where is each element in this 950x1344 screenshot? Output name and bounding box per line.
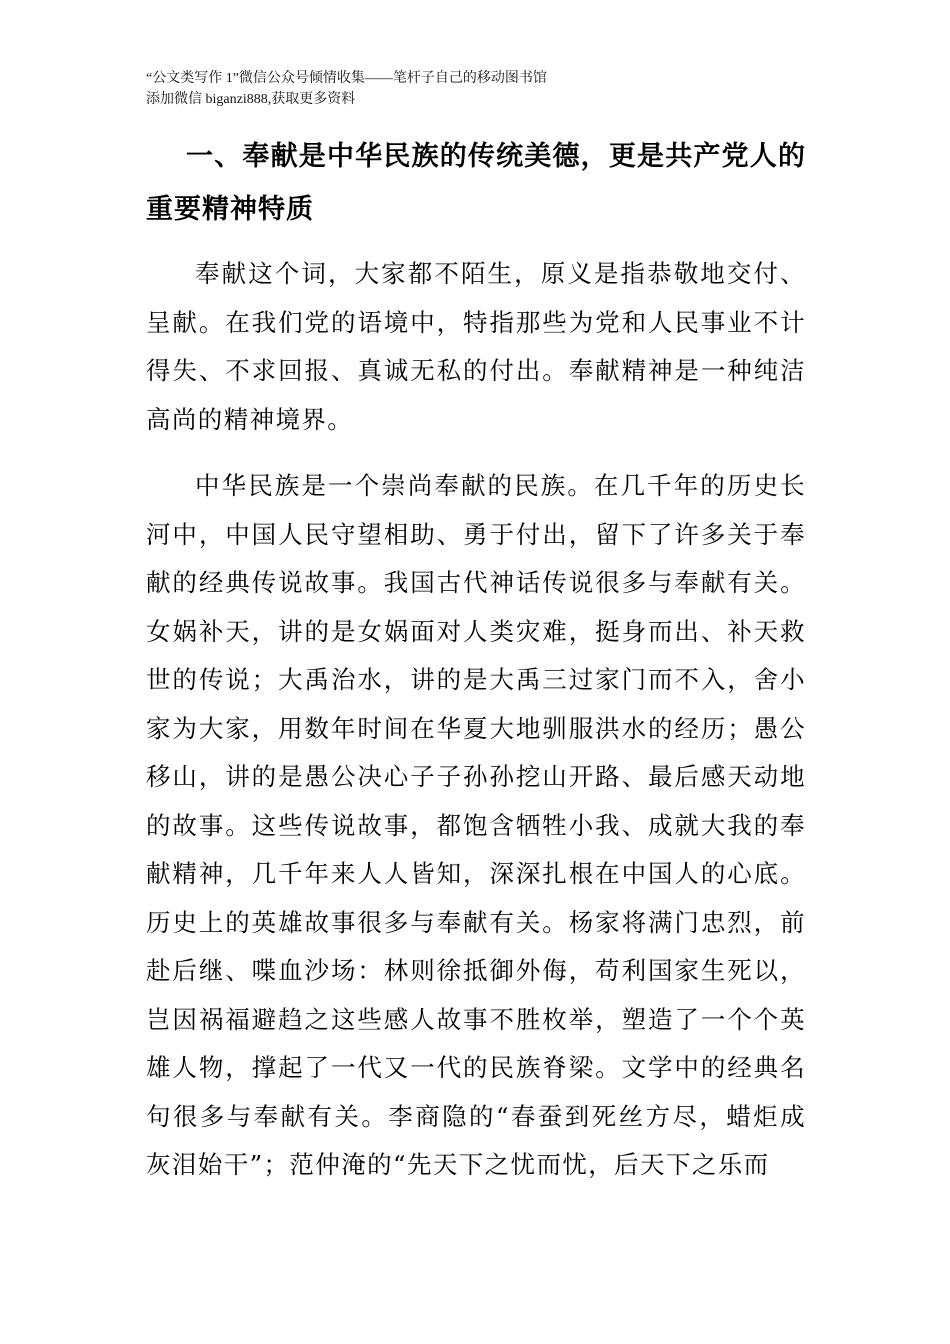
header-note-line-2: 添加微信 biganzi888,获取更多资料 xyxy=(146,92,356,107)
paragraph-1: 奉献这个词，大家都不陌生，原义是指恭敬地交付、呈献。在我们党的语境中，特指那些为党和人民事业不计得失、不求回报、真诚无私的付出。奉献精神是一种纯洁高尚的精神境界。 xyxy=(146,259,806,434)
header-note-line-1: “公文类写作 1”微信公众号倾情收集——笔杆子自己的移动图书馆 xyxy=(146,71,547,86)
paragraph-2: 中华民族是一个崇尚奉献的民族。在几千年的历史长河中，中国人民守望相助、勇于付出，留下了许多关于奉献的经典传说故事。我国古代神话传说很多与奉献有关。女娲补天，讲的是女娲面对人类灾难，挺身而出、补天救世的传说；大禹治水，讲的是大禹三过家门而不入，舍小家为大家，用数年时间在华夏大地驯服洪水的经历；愚公移山，讲的是愚公决心子子孙孙挖山开路、最后感天动地的故事。这些传说故事，都饱含牺牲小我、成就大我的奉献精神，几千年来人人皆知，深深扎根在中国人的心底。历史上的英雄故事很多与奉献有关。杨家将满门忠烈，前赴后继、喋血沙场：林则徐抵御外侮，苟利国家生死以，岂因祸福避趋之这些感人故事不胜枚举，塑造了一个个英雄人物，撑起了一代又一代的民族脊梁。文学中的经典名句很多与奉献有关。李商隐的“春蚕到死丝方尽，蜡炬成灰泪始干”；范仲淹的“先天下之忧而忧，后天下之乐而 xyxy=(146,471,806,1179)
header-note xyxy=(146,68,826,110)
section-heading: 一、奉献是中华民族的传统美德，更是共产党人的重要精神特质 xyxy=(146,141,806,225)
document-body xyxy=(146,130,806,1190)
